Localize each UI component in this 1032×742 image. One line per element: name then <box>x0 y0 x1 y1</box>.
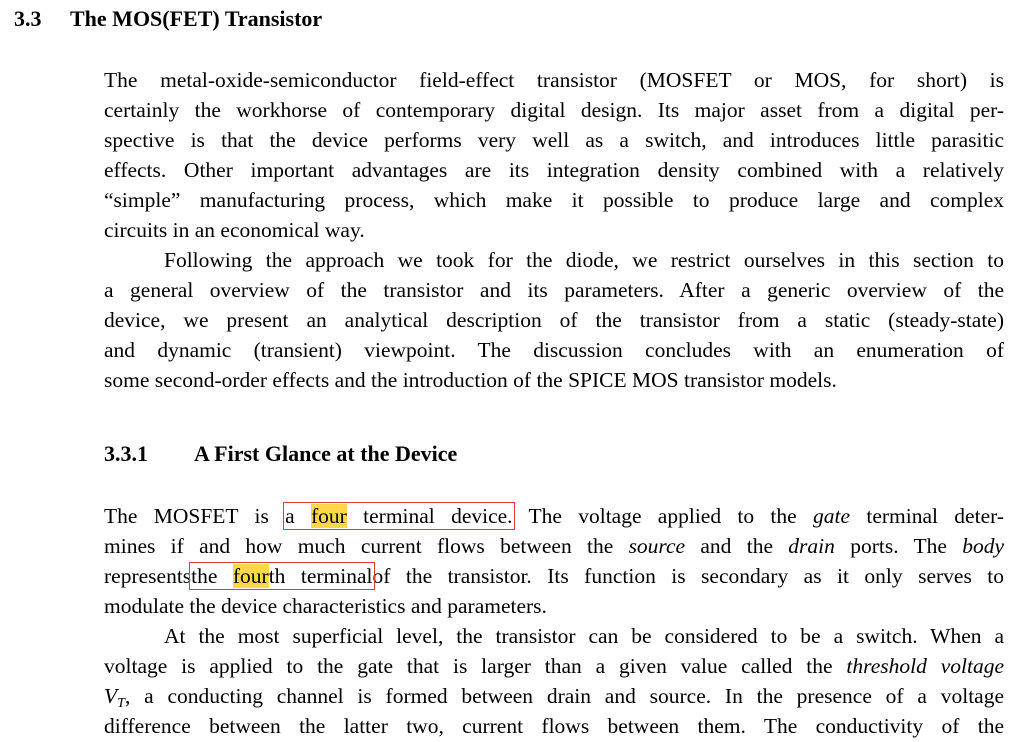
highlight: four <box>232 564 269 588</box>
text-line: spective is that the device performs very well as a switch, and introduces little parasitic <box>104 128 1004 152</box>
text-line: mines if and how much current flows between the source and the drain ports. The body <box>104 534 1004 558</box>
text-line: The metal-oxide-semiconductor field-effect transistor (MOSFET or MOS, for short) is <box>104 68 1004 92</box>
text-line: effects. Other important advantages are its integration density combined with a relatively <box>104 158 1004 182</box>
text-line: modulate the device characteristics and parameters. <box>104 594 547 618</box>
text-line: “simple” manufacturing process, which make it possible to produce large and complex <box>104 188 1004 212</box>
text-line: The MOSFET is a four terminal device. The voltage applied to the gate terminal deter- <box>104 504 1005 528</box>
subsection-number: 3.3.1 <box>104 441 148 466</box>
text-line: difference between the latter two, current flows between them. The conductivity of the <box>104 714 1004 738</box>
subsection-heading <box>104 441 457 467</box>
text-line: some second-order effects and the introduction of the SPICE MOS transistor models. <box>104 368 837 392</box>
text-line: certainly the workhorse of contemporary digital design. Its major asset from a digital per- <box>104 98 1004 122</box>
section-heading <box>14 6 322 32</box>
text-line: a general overview of the transistor and its parameters. After a generic overview of the <box>104 278 1004 302</box>
highlight: four <box>311 504 347 528</box>
text-line: At the most superficial level, the transistor can be considered to be a switch. When a <box>164 624 1004 648</box>
text-line: circuits in an economical way. <box>104 218 365 242</box>
text-line: and dynamic (transient) viewpoint. The discussion concludes with an enumeration of <box>104 338 1004 362</box>
text-line: device, we present an analytical description of the transistor from a static (steady-state) <box>104 308 1004 332</box>
subsection-title: A First Glance at the Device <box>194 441 458 466</box>
text-line: representsthe fourth terminalof the transistor. Its function is secondary as it only serves to <box>104 564 1004 588</box>
section-number: 3.3 <box>14 6 42 31</box>
annotation-box: a four terminal device. <box>285 504 513 528</box>
text-line: voltage is applied to the gate that is larger than a given value called the threshold voltage <box>104 654 1004 678</box>
text-line: Following the approach we took for the diode, we restrict ourselves in this section to <box>164 248 1004 272</box>
section-title: The MOS(FET) Transistor <box>70 6 323 31</box>
annotation-box: the fourth terminal <box>191 564 373 588</box>
text-line: $V_T$, a conducting channel is formed between drain and source. In the presence of a voltage <box>104 684 1004 711</box>
